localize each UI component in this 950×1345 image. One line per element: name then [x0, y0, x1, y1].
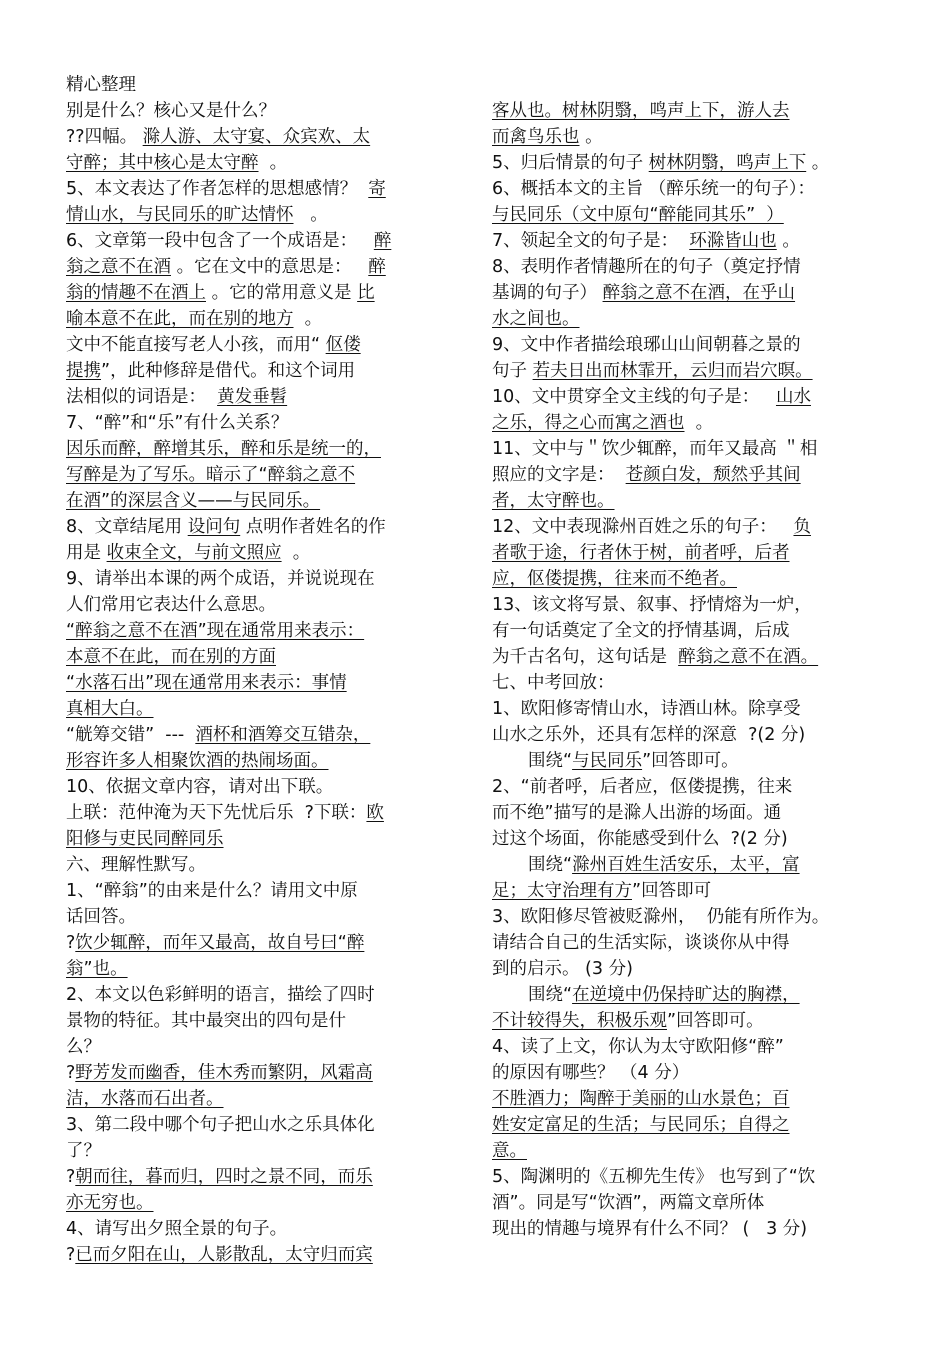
text-line	[66, 280, 461, 306]
text-line	[492, 1216, 884, 1242]
line-text: ?	[66, 933, 76, 953]
text-line	[492, 488, 884, 514]
line-text: 。它的常用意义是	[206, 283, 358, 303]
line-text: 句子	[492, 361, 533, 381]
line-text: 七、中考回放：	[492, 673, 615, 693]
underlined-answer: 本意不在此，而在别的方面	[66, 647, 276, 667]
text-line	[492, 540, 884, 566]
underlined-answer: 守醉；其中核心是太守醉	[66, 153, 259, 173]
text-line	[66, 930, 461, 956]
text-line	[492, 644, 884, 670]
underlined-answer: 黄发垂髫	[217, 387, 288, 407]
text-line	[492, 852, 884, 878]
line-text: ??四幅。	[66, 127, 143, 147]
text-line	[492, 826, 884, 852]
line-text: 精心整理	[66, 75, 136, 95]
line-text: 6、概括本文的主旨 （醉乐统一的句子）：	[492, 179, 815, 199]
line-text: 围绕“	[528, 985, 573, 1005]
underlined-answer: 翁”也。	[66, 959, 128, 979]
text-line	[66, 1216, 461, 1242]
text-line	[492, 280, 884, 306]
text-line	[492, 254, 884, 280]
text-line	[492, 98, 884, 124]
underlined-answer: 负	[793, 517, 811, 537]
text-line	[66, 982, 461, 1008]
line-text: 7、领起全文的句子是：	[492, 231, 690, 251]
line-text: ?	[66, 1167, 76, 1187]
text-line	[66, 1190, 461, 1216]
text-line	[492, 202, 884, 228]
line-text: 围绕“	[528, 751, 573, 771]
line-text: “觥筹交错” ---	[66, 725, 196, 745]
text-line	[66, 1060, 461, 1086]
text-line	[66, 644, 461, 670]
line-text: 2、本文以色彩鲜明的语言，描绘了四时	[66, 985, 375, 1005]
underlined-answer: 收束全文，与前文照应	[106, 543, 282, 563]
line-text: 围绕“	[528, 855, 573, 875]
underlined-answer: 环滁皆山也	[689, 231, 777, 251]
text-line	[66, 1164, 461, 1190]
text-line	[66, 722, 461, 748]
text-line	[66, 1138, 461, 1164]
text-line	[66, 176, 461, 202]
text-line	[66, 358, 461, 384]
text-line	[66, 878, 461, 904]
text-line	[492, 436, 884, 462]
underlined-answer: 而禽鸟乐也	[492, 127, 580, 147]
text-line	[66, 124, 461, 150]
text-line	[66, 1034, 461, 1060]
line-text: ”，此种修辞是借代。和这个词用	[101, 361, 356, 381]
text-line	[66, 72, 461, 98]
text-line	[492, 618, 884, 644]
underlined-answer: 写醉是为了写乐。暗示了“醉翁之意不	[66, 465, 356, 485]
line-text: 别是什么？核心又是什么？	[66, 101, 276, 121]
text-line	[66, 1242, 461, 1268]
underlined-answer: “水落石出”现在通常用来表示：事情	[66, 673, 347, 693]
text-line	[66, 1086, 461, 1112]
line-text: 法相似的词语是：	[66, 387, 218, 407]
line-text: ”回答即可。	[642, 751, 739, 771]
text-line	[492, 904, 884, 930]
line-text: 话回答。	[66, 907, 136, 927]
underlined-answer: 洁，水落而石出者。	[66, 1089, 224, 1109]
underlined-answer: 比	[357, 283, 375, 303]
text-line	[492, 514, 884, 540]
text-line	[492, 410, 884, 436]
underlined-answer: “醉翁之意不在酒”现在通常用来表示：	[66, 621, 365, 641]
underlined-answer: 树林阴翳，鸣声上下	[648, 153, 807, 173]
underlined-answer: 滁州百姓生活安乐，太平，富	[572, 855, 800, 875]
underlined-answer: 醉翁之意不在酒，在乎山	[602, 283, 796, 303]
line-text: ”回答即可	[632, 881, 712, 901]
text-line	[66, 150, 461, 176]
line-text: 。	[258, 153, 288, 173]
text-line	[66, 1112, 461, 1138]
text-line	[492, 1138, 884, 1164]
underlined-answer: 若夫日出而林霏开，云归而岩穴暝。	[532, 361, 813, 381]
text-line	[492, 1112, 884, 1138]
text-line	[66, 254, 461, 280]
text-line	[66, 514, 461, 540]
line-text: 8、文章结尾用	[66, 517, 188, 537]
underlined-answer: 在酒”的深层含义——与民同乐。	[66, 491, 321, 511]
underlined-answer: 滁人游、太守宴、众宾欢、太	[142, 127, 371, 147]
right-column	[492, 72, 884, 1242]
text-line	[492, 72, 884, 98]
text-line	[492, 176, 884, 202]
line-text: 3、第二段中哪个句子把山水之乐具体化	[66, 1115, 375, 1135]
line-text: 10、文中贯穿全文主线的句子是：	[492, 387, 776, 407]
underlined-answer: 与民同乐	[572, 751, 643, 771]
line-text: 9、文中作者描绘琅琊山山间朝暮之景的	[492, 335, 801, 355]
line-text: 了？	[66, 1141, 101, 1161]
underlined-answer: 意。	[492, 1141, 527, 1161]
line-text: 景物的特征。其中最突出的四句是什	[66, 1011, 346, 1031]
underlined-answer: 朝而往，暮而归，四时之景不同，而乐	[75, 1167, 373, 1187]
text-line	[66, 618, 461, 644]
left-column	[66, 72, 461, 1268]
underlined-answer: 酒杯和酒筹交互错杂，	[195, 725, 371, 745]
line-text: 2、“前者呼，后者应，伛偻提携，往来	[492, 777, 793, 797]
text-line	[492, 1060, 884, 1086]
text-line	[492, 774, 884, 800]
underlined-answer: 应，伛偻提携，往来而不绝者。	[492, 569, 737, 589]
underlined-answer: 在逆境中仍保持旷达的胸襟，	[572, 985, 800, 1005]
line-text: 10、依据文章内容，请对出下联。	[66, 777, 334, 797]
text-line	[66, 202, 461, 228]
text-line	[492, 384, 884, 410]
text-line	[66, 904, 461, 930]
text-line	[492, 956, 884, 982]
text-line	[492, 306, 884, 332]
line-text: 为千古名句，这句话是	[492, 647, 679, 667]
underlined-answer: 已而夕阳在山，人影散乱，太守归而宾	[75, 1245, 373, 1265]
line-text: 5、陶渊明的《五柳先生传》 也写到了“饮	[492, 1167, 816, 1187]
underlined-answer: 不计较得失，积极乐观	[492, 1011, 667, 1031]
text-line	[66, 826, 461, 852]
line-text: 而不绝”描写的是滁人出游的场面。通	[492, 803, 782, 823]
line-text: 7、“醉”和“乐”有什么关系？	[66, 413, 289, 433]
line-text: 。	[579, 127, 603, 147]
text-line	[66, 410, 461, 436]
text-line	[66, 748, 461, 774]
underlined-answer: 饮少辄醉，而年又最高，故自号曰“醉	[75, 933, 365, 953]
text-line	[492, 930, 884, 956]
text-line	[492, 1086, 884, 1112]
line-text: 文中不能直接写老人小孩，而用“	[66, 335, 326, 355]
line-text: 。	[806, 153, 830, 173]
line-text: 11、文中与＂饮少辄醉，而年又最高 ＂相	[492, 439, 818, 459]
text-line	[66, 332, 461, 358]
text-line	[66, 384, 461, 410]
text-line	[66, 956, 461, 982]
text-line	[66, 696, 461, 722]
underlined-answer: 欧	[366, 803, 384, 823]
text-line	[492, 150, 884, 176]
line-text: 酒”。同是写“饮酒”，两篇文章所体	[492, 1193, 765, 1213]
text-line	[492, 1190, 884, 1216]
underlined-answer: 醉翁之意不在酒。	[678, 647, 819, 667]
text-line	[492, 228, 884, 254]
text-line	[492, 124, 884, 150]
text-line	[66, 592, 461, 618]
line-text: 。	[293, 309, 323, 329]
text-line	[492, 358, 884, 384]
line-text: 6、文章第一段中包含了一个成语是：	[66, 231, 374, 251]
line-text: 上联：范仲淹为天下先忧后乐 ?下联：	[66, 803, 367, 823]
line-text: 1、欧阳修寄情山水，诗酒山林。除享受	[492, 699, 801, 719]
underlined-answer: 翁之意不在酒	[66, 257, 171, 277]
text-line	[492, 722, 884, 748]
underlined-answer: 山水	[775, 387, 811, 407]
underlined-answer: 情山水，与民同乐的旷达情怀	[66, 205, 294, 225]
underlined-answer: 阳修与吏民同醉同乐	[66, 829, 224, 849]
text-line	[66, 228, 461, 254]
line-text: ?	[66, 1245, 76, 1265]
underlined-answer: 寄	[368, 179, 386, 199]
underlined-answer: 设问句	[187, 517, 241, 537]
line-text: 。它在文中的意思是：	[171, 257, 369, 277]
line-text: 4、读了上文，你认为太守欧阳修“醉”	[492, 1037, 784, 1057]
underlined-answer: 真相大白。	[66, 699, 154, 719]
text-line	[66, 774, 461, 800]
underlined-answer: 姓安定富足的生活；与民同乐；自得之	[492, 1115, 790, 1135]
line-text: 的原因有哪些？ （4 分）	[492, 1063, 690, 1083]
underlined-answer: 醉	[373, 231, 392, 251]
text-line	[66, 566, 461, 592]
underlined-answer: 水之间也。	[492, 309, 580, 329]
text-line	[492, 332, 884, 358]
text-line	[66, 670, 461, 696]
text-line	[492, 748, 884, 774]
line-text: 山水之乐外，还具有怎样的深意 ?(2 分)	[492, 725, 806, 745]
underlined-answer: 者歌于途，行者休于树，前者呼，后者	[492, 543, 790, 563]
line-text: 点明作者姓名的作	[240, 517, 386, 537]
text-line	[66, 852, 461, 878]
underlined-answer: 亦无穷也。	[66, 1193, 154, 1213]
underlined-answer: 者，太守醉也。	[492, 491, 615, 511]
text-line	[492, 1008, 884, 1034]
line-text: 六、理解性默写。	[66, 855, 206, 875]
line-text: 照应的文字是：	[492, 465, 626, 485]
line-text: ”回答即可。	[667, 1011, 764, 1031]
underlined-answer: 伛偻	[325, 335, 361, 355]
underlined-answer: 野芳发而幽香，佳木秀而繁阴，风霜高	[75, 1063, 373, 1083]
text-line	[492, 982, 884, 1008]
line-text: 。	[281, 543, 311, 563]
text-line	[66, 540, 461, 566]
underlined-answer: 与民同乐（文中原句“醉能同其乐” ）	[492, 205, 784, 225]
line-text: ?	[66, 1063, 76, 1083]
underlined-answer: 之乐，得之心而寓之酒也	[492, 413, 685, 433]
line-text: 13、该文将写景、叙事、抒情熔为一炉，	[492, 595, 812, 615]
line-text: 5、本文表达了作者怎样的思想感情？	[66, 179, 369, 199]
line-text: 9、请举出本课的两个成语，并说说现在	[66, 569, 375, 589]
underlined-answer: 形容许多人相聚饮酒的热闹场面。	[66, 751, 329, 771]
text-line	[492, 878, 884, 904]
text-line	[66, 98, 461, 124]
text-line	[66, 800, 461, 826]
underlined-answer: 提携	[66, 361, 101, 381]
text-line	[492, 566, 884, 592]
line-text: 现出的情趣与境界有什么不同？ ( 3 分)	[492, 1219, 808, 1239]
line-text: 12、文中表现滁州百姓之乐的句子：	[492, 517, 794, 537]
underlined-answer: 苍颜白发，颓然乎其间	[625, 465, 801, 485]
line-text: 。	[684, 413, 714, 433]
line-text: 人们常用它表达什么意思。	[66, 595, 276, 615]
text-line	[66, 436, 461, 462]
line-text: 有一句话奠定了全文的抒情基调，后成	[492, 621, 790, 641]
underlined-answer: 不胜酒力；陶醉于美丽的山水景色；百	[492, 1089, 790, 1109]
line-text: 。	[293, 205, 328, 225]
line-text: 4、请写出夕照全景的句子。	[66, 1219, 288, 1239]
text-line	[66, 1008, 461, 1034]
text-line	[492, 1034, 884, 1060]
line-text: 1、“醉翁”的由来是什么？请用文中原	[66, 881, 358, 901]
text-line	[66, 488, 461, 514]
line-text: 3、欧阳修尽管被贬滁州， 仍能有所作为。	[492, 907, 830, 927]
line-text: 请结合自己的生活实际，谈谈你从中得	[492, 933, 790, 953]
underlined-answer: 翁的情趣不在酒上	[66, 283, 206, 303]
line-text: 过这个场面，你能感受到什么 ?(2 分)	[492, 829, 788, 849]
text-line	[492, 696, 884, 722]
text-line	[492, 1164, 884, 1190]
text-line	[492, 592, 884, 618]
text-line	[492, 462, 884, 488]
text-line	[492, 800, 884, 826]
line-text: 到的启示。 (3 分)	[492, 959, 633, 979]
line-text: 。	[776, 231, 800, 251]
line-text: 8、表明作者情趣所在的句子（奠定抒情	[492, 257, 801, 277]
line-text: 用是	[66, 543, 107, 563]
text-line	[66, 306, 461, 332]
underlined-answer: 足；太守治理有方	[492, 881, 632, 901]
underlined-answer: 因乐而醉，醉增其乐，醉和乐是统一的，	[66, 439, 381, 459]
underlined-answer: 喻本意不在此，而在别的地方	[66, 309, 294, 329]
line-text: 么？	[66, 1037, 101, 1057]
text-line	[66, 462, 461, 488]
text-line	[492, 670, 884, 696]
underlined-answer: 客从也。树林阴翳，鸣声上下，游人去	[492, 101, 790, 121]
line-text: 5、归后情景的句子	[492, 153, 649, 173]
line-text: 基调的句子）	[492, 283, 603, 303]
underlined-answer: 醉	[368, 257, 386, 277]
